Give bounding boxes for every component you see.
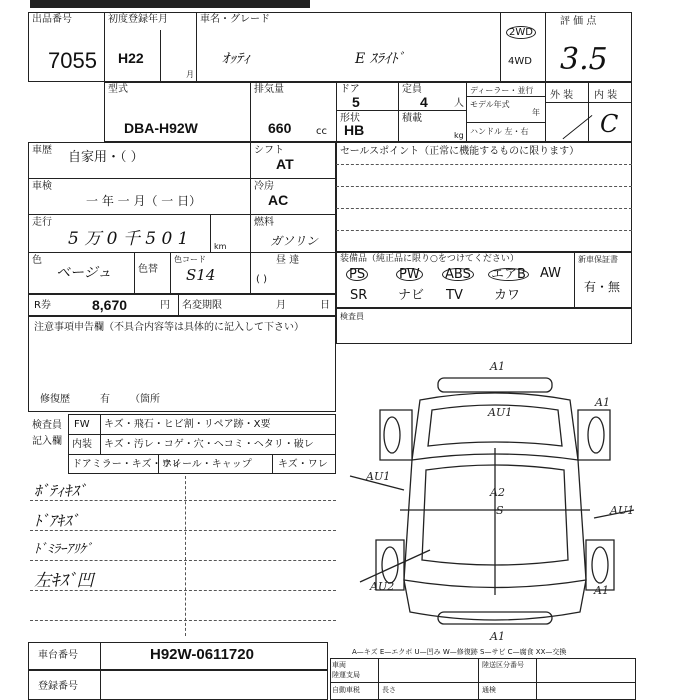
equip-leather: カワ xyxy=(494,288,521,303)
car-name: ｵｯﾃｨ xyxy=(222,51,250,67)
mileage-label: 走行 xyxy=(32,217,52,228)
warranty-value: 有・無 xyxy=(584,280,621,294)
diagram-legend: A—キズ E—エクボ U—凹み W—修復跡 S—サビ C—腐食 XX—交換 xyxy=(352,648,567,656)
repair-place: （箇所 xyxy=(130,394,160,405)
mark-a1-bottom: A1 xyxy=(490,630,505,643)
mark-a1-right: A1 xyxy=(595,396,610,409)
small-label-5: 陸送区分番号 xyxy=(482,661,524,669)
small-label-3: 自動車税 xyxy=(332,686,360,694)
small-label-2: 陸運支局 xyxy=(332,671,360,679)
inspector-label: 検査員 xyxy=(32,420,62,431)
capacity-label: 定員 xyxy=(402,84,422,95)
grade: E ｽﾗｲﾄﾞ xyxy=(355,51,405,67)
shape-label: 形状 xyxy=(340,113,360,124)
chassis-label: 車台番号 xyxy=(38,650,78,661)
model-label: 型式 xyxy=(108,84,128,95)
equip-sr: SR xyxy=(350,288,368,303)
shift-label: シフト xyxy=(254,145,284,156)
mark-au1-hood: AU1 xyxy=(488,406,513,419)
correction-label: 昼 達 xyxy=(276,255,300,266)
kg-unit: kg xyxy=(454,131,464,140)
sales-points-box xyxy=(336,142,632,252)
yen-unit: 円 xyxy=(160,300,170,311)
color-code-label: 色コード xyxy=(174,255,206,264)
handle-label: ハンドル 左・右 xyxy=(470,127,529,136)
aircon: AC xyxy=(268,192,289,208)
capacity: 4 xyxy=(420,94,428,110)
registration-label: 登録番号 xyxy=(38,681,78,692)
note-4: 左ｷｽﾞ凹 xyxy=(34,571,94,591)
month-unit: 月 xyxy=(186,70,194,79)
displacement-label: 排気量 xyxy=(254,84,284,95)
doors: 5 xyxy=(352,94,360,110)
inspection-label: 車検 xyxy=(32,181,52,192)
displacement: 660 xyxy=(268,120,292,136)
drive-4wd: 4WD xyxy=(508,56,532,67)
drive-2wd: 2WD xyxy=(506,26,536,39)
color-change-label: 色替 xyxy=(138,264,158,275)
recycle-amount: 8,670 xyxy=(92,297,128,313)
model-code: DBA-H92W xyxy=(124,120,198,136)
chassis-number: H92W-0611720 xyxy=(150,646,254,663)
km-unit: km xyxy=(214,242,227,251)
interior-label: 内 装 xyxy=(594,90,618,101)
grid-row3a: ドアミラー・キズ・ワレ xyxy=(72,459,182,470)
grid-fw: FW xyxy=(74,419,90,430)
small-label-6: 通検 xyxy=(482,686,496,694)
mark-a1-rear-right: A1 xyxy=(594,584,609,597)
name-change-label: 名変期限 xyxy=(182,300,222,311)
mark-au2-left: AU2 xyxy=(370,580,395,593)
recycle-label: R券 xyxy=(34,300,51,311)
grid-row3b: ホイール・キャップ xyxy=(162,459,252,470)
sales-points-label: セールスポイント（正常に機能するものに限ります） xyxy=(340,146,580,157)
small-label-4: 長さ xyxy=(382,686,396,694)
model-year-label: モデル年式 xyxy=(470,100,510,109)
dealer-label: ディーラー・並行 xyxy=(470,86,534,95)
first-reg-label: 初度登録年月 xyxy=(108,14,168,25)
warranty-label: 新車保証書 xyxy=(578,255,618,264)
repair-label: 修復歴 xyxy=(40,394,70,405)
grid-interior: 内装 xyxy=(72,439,92,450)
inspection-date: 一 年 一 月（ 一 日） xyxy=(86,194,202,208)
score-label: 評 価 点 xyxy=(560,16,597,27)
mark-au1-right: AU1 xyxy=(610,504,635,517)
equip-airbag: エアB xyxy=(488,268,529,281)
equip-aw: AW xyxy=(540,266,562,281)
mark-s-roof: S xyxy=(496,504,504,517)
doors-label: ドア xyxy=(340,84,360,95)
header-band xyxy=(30,0,310,8)
small-label-1: 車両 xyxy=(332,661,346,669)
car-diagram xyxy=(340,350,640,645)
fuel-label: 燃料 xyxy=(254,217,274,228)
equip-abs: ABS xyxy=(442,268,474,281)
load-label: 積載 xyxy=(402,113,422,124)
first-reg-year: H22 xyxy=(118,50,144,66)
stock-number: 7055 xyxy=(48,48,97,73)
mark-au1-left: AU1 xyxy=(366,470,391,483)
aircon-label: 冷房 xyxy=(254,181,274,192)
equip-navi: ナビ xyxy=(398,288,425,303)
score: 3.5 xyxy=(560,42,608,77)
rc-day-unit: 日 xyxy=(320,300,330,311)
grid-row3c: キズ・ワレ xyxy=(278,459,328,470)
note-1: ﾎﾞﾃｨｷｽﾞ xyxy=(34,482,87,500)
model-grade-label: 車名・グレード xyxy=(200,14,270,25)
correction-value: ( ) xyxy=(256,274,267,285)
inspector-label-2: 記入欄 xyxy=(32,436,62,447)
year-unit: 年 xyxy=(532,108,540,117)
grid-row2: キズ・汚レ・コゲ・穴・ヘコミ・ヘタリ・破レ xyxy=(104,439,314,450)
color-label: 色 xyxy=(32,255,42,266)
fuel: ガソリン xyxy=(270,234,319,248)
repair-value: 有 xyxy=(100,394,110,405)
shape: HB xyxy=(344,122,365,138)
person-unit: 人 xyxy=(454,98,464,109)
equip-pw: PW xyxy=(396,268,423,281)
usage-text: 自家用・（ ） xyxy=(68,150,144,165)
note-2: ﾄﾞｱｷｽﾞ xyxy=(34,512,80,530)
rc-month-unit: 月 xyxy=(276,300,286,311)
usage-label: 車歴 xyxy=(32,145,52,156)
mark-a1-top: A1 xyxy=(490,360,505,373)
mileage: 5 万 0 千 5 0 1 xyxy=(68,229,189,249)
exterior-grade: ／ xyxy=(562,114,589,144)
exterior-label: 外 装 xyxy=(550,90,574,101)
stock-label: 出品番号 xyxy=(32,14,72,25)
grid-row1: キズ・飛石・ヒビ割・リペア跡・X要 xyxy=(104,419,271,430)
equipment-label: 装備品（純正品に限り○をつけてください） xyxy=(340,254,519,264)
notes-label: 注意事項申告欄（不具合内容等は具体的に記入して下さい） xyxy=(34,322,304,333)
mark-a2-roof: A2 xyxy=(490,486,505,499)
inspector-box xyxy=(336,308,632,344)
inspector-stamp-label: 検査員 xyxy=(340,312,364,321)
equip-tv: TV xyxy=(446,288,463,303)
interior-grade: C xyxy=(600,110,619,138)
equip-ps: PS xyxy=(346,268,368,281)
shift: AT xyxy=(276,156,294,172)
color: ベージュ xyxy=(56,265,112,281)
cc-unit: cc xyxy=(316,126,327,137)
note-3: ﾄﾞﾐﾗｰｱﾘｹﾞ xyxy=(34,542,93,557)
color-code: S14 xyxy=(186,266,216,284)
